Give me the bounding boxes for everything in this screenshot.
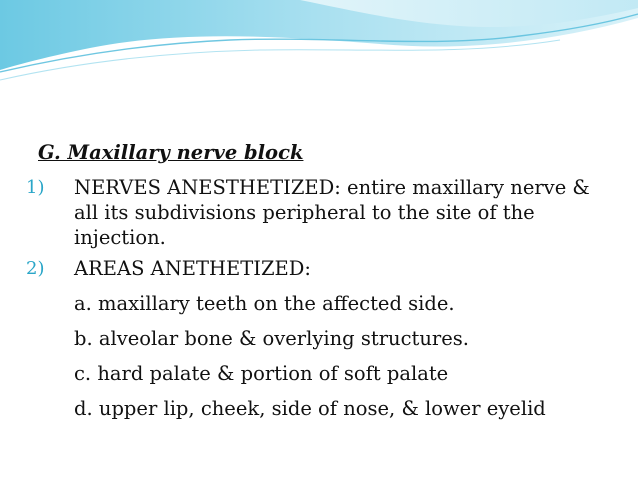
sub-list-item: b. alveolar bone & overlying structures. — [74, 327, 469, 350]
list-item-text: NERVES ANESTHETIZED: entire maxillary nerve & — [74, 176, 590, 199]
list-number: 2) — [26, 258, 45, 279]
sub-list-item: a. maxillary teeth on the affected side. — [74, 292, 455, 315]
sub-list-item: d. upper lip, cheek, side of nose, & lower eyelid — [74, 397, 546, 420]
slide-body — [26, 140, 618, 421]
list-item-text: injection. — [74, 226, 166, 249]
list-number: 1) — [26, 177, 45, 198]
list-item — [26, 175, 618, 250]
header-wave-decoration — [0, 0, 638, 90]
list-item-text: AREAS ANETHETIZED: — [74, 257, 311, 280]
sub-list — [38, 291, 618, 421]
slide-heading: G. Maxillary nerve block — [38, 141, 304, 164]
list-item — [26, 256, 618, 281]
sub-list-item: c. hard palate & portion of soft palate — [74, 362, 449, 385]
list-item-text: all its subdivisions peripheral to the site of the — [74, 201, 535, 224]
